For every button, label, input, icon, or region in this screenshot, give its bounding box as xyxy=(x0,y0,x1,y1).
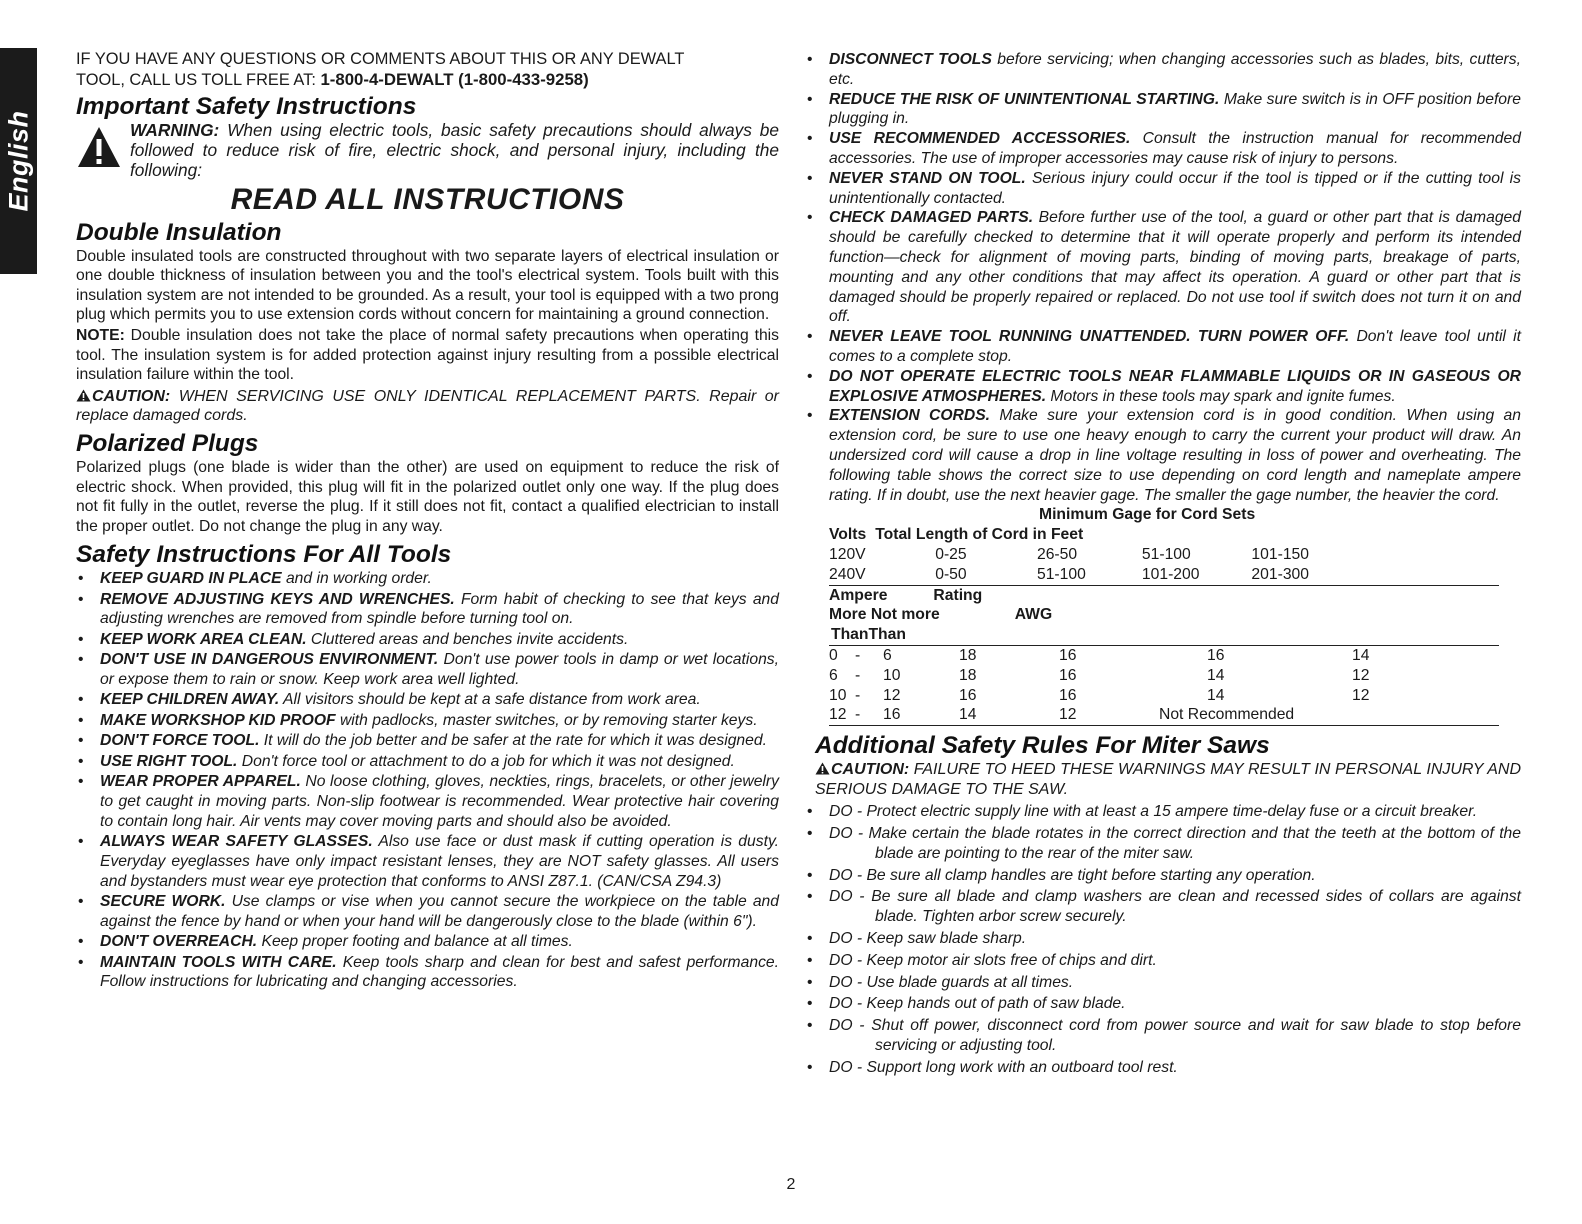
item-title: DO NOT OPERATE ELECTRIC TOOLS NEAR FLAMMABLE LIQUIDS OR IN GASEOUS OR EXPLOSIVE ATMOSPHERES. xyxy=(829,367,1521,405)
list-item xyxy=(76,892,779,932)
caution-text: FAILURE TO HEED THESE WARNINGS MAY RESULT IN PERSONAL INJURY AND SERIOUS DAMAGE TO THE SAW. xyxy=(815,761,1521,798)
right-column xyxy=(815,50,1521,1080)
list-item xyxy=(76,832,779,891)
item-text: Cluttered areas and benches invite accidents. xyxy=(306,630,629,648)
table-cell: 16 xyxy=(1059,646,1077,664)
list-item xyxy=(815,994,1521,1014)
caution-label: CAUTION: xyxy=(92,387,171,405)
heading-important-safety: Important Safety Instructions xyxy=(76,93,417,121)
item-title: WEAR PROPER APPAREL. xyxy=(100,773,301,791)
table-cell: 14 xyxy=(1207,666,1225,684)
item-text: All visitors should be kept at a safe distance from work area. xyxy=(279,691,701,709)
item-title: USE RECOMMENDED ACCESSORIES. xyxy=(829,130,1131,148)
note-paragraph xyxy=(76,326,779,385)
item-text: with padlocks, master switches, or by removing starter keys. xyxy=(335,711,758,729)
table-cell: 12 xyxy=(883,686,901,704)
table-cell: 6 xyxy=(883,646,892,664)
table-cell: 16 xyxy=(1207,646,1225,664)
warning-block xyxy=(76,121,779,180)
item-title: MAINTAIN TOOLS WITH CARE. xyxy=(100,953,337,971)
table-cell: - xyxy=(855,686,861,704)
item-text: • DO - Shut off power, disconnect cord from power source and wait for saw blade to stop before servicing or adjusting tool. xyxy=(829,1017,1521,1055)
page-number: 2 xyxy=(786,1176,796,1193)
item-text: Make sure your extension cord is in good condition. When using an extension cord, be sure to use one heavy enough to carry the current your product will draw. An undersized cord will cause a drop in line voltage resulting in loss of power and overheating. The following table shows the correct size to use depending on cord length and nameplate ampere rating. If in doubt, use the next heavier gage. The smaller the gage number, the heavier the cord. xyxy=(829,407,1521,504)
table-cell: 51-100 xyxy=(1036,565,1086,583)
list-item xyxy=(76,752,779,772)
item-text: It will do the job better and be safer at the rate for which it was designed. xyxy=(259,732,767,750)
table-cell: 0 xyxy=(829,646,838,664)
list-item xyxy=(76,630,779,650)
list-item xyxy=(76,650,779,690)
more-not-more-label: More Not more xyxy=(829,606,940,624)
table-cell: 18 xyxy=(959,646,977,664)
item-text: Consult the instruction manual for recommended accessories. The use of improper accessories may cause risk of injury to persons. xyxy=(829,130,1521,167)
table-cell: Not Recommended xyxy=(1159,706,1295,724)
table-cell: 16 xyxy=(1059,686,1077,704)
list-item xyxy=(815,50,1521,90)
list-item xyxy=(76,711,779,731)
table-cell: 12 xyxy=(1352,686,1370,704)
item-text: Keep tools sharp and clean for best and safest performance. Follow instructions for lubricating and changing accessories. xyxy=(100,953,779,991)
note-label: NOTE: xyxy=(76,326,125,344)
caution-paragraph xyxy=(76,387,779,426)
table-cell: 14 xyxy=(959,706,977,724)
list-item xyxy=(815,973,1521,993)
item-text: before servicing; when changing accessories such as blades, bits, cutters, etc. xyxy=(829,51,1521,88)
item-text: Also use face or dust mask if cutting operation is dusty. Everyday eyeglasses have only impact resistant lenses, they are NOT safety glasses. All users and bystanders must wear eye protection that conforms to ANSI Z87.1. (CAN/CSA Z94.3) xyxy=(100,833,779,890)
item-text: Serious injury could occur if the tool is tipped or if the cutting tool is unintentionally contacted. xyxy=(829,169,1521,207)
list-item xyxy=(815,1016,1521,1056)
awg-label: AWG xyxy=(1014,606,1053,624)
list-item xyxy=(815,866,1521,886)
item-title: NEVER STAND ON TOOL. xyxy=(829,169,1026,187)
miter-caution-paragraph xyxy=(815,760,1521,799)
general-rules-list xyxy=(815,50,1521,505)
intro-text xyxy=(76,50,779,90)
list-item xyxy=(76,569,779,589)
item-title: EXTENSION CORDS. xyxy=(829,407,991,425)
heading-polarized-plugs: Polarized Plugs xyxy=(76,429,259,457)
phone-number: 1-800-4-DEWALT (1-800-433-9258) xyxy=(320,69,589,89)
item-title: KEEP GUARD IN PLACE xyxy=(100,570,282,588)
ampere-header xyxy=(829,586,1499,645)
table-cell: 16 xyxy=(1059,666,1077,684)
item-title: ALWAYS WEAR SAFETY GLASSES. xyxy=(100,833,373,850)
table-cell: 26-50 xyxy=(1036,545,1078,563)
table-divider xyxy=(829,725,1499,726)
warning-triangle-icon xyxy=(76,125,122,169)
caution-text: WHEN SERVICING USE ONLY IDENTICAL REPLACEMENT PARTS. Repair or replace damaged cords. xyxy=(76,387,779,425)
intro-line-2: TOOL, CALL US TOLL FREE AT: xyxy=(76,70,321,89)
heading-additional-rules: Additional Safety Rules For Miter Saws xyxy=(815,732,1270,760)
language-tab-label: English xyxy=(3,110,33,212)
list-item xyxy=(815,951,1521,971)
list-item xyxy=(815,929,1521,949)
list-item xyxy=(76,953,779,993)
item-text: • DO - Keep hands out of path of saw blade. xyxy=(829,995,1126,1013)
warning-text: When using electric tools, basic safety precautions should always be followed to reduce risk of fire, electric shock, and personal injury, including the following: xyxy=(130,120,779,180)
list-item xyxy=(815,887,1521,927)
item-text: Motors in these tools may spark and ignite fumes. xyxy=(1046,387,1396,405)
caution-label: CAUTION: xyxy=(831,761,910,779)
table-row xyxy=(829,565,1309,585)
table-cell: 10 xyxy=(883,666,901,684)
item-title: SECURE WORK. xyxy=(100,892,226,910)
table-cell: 14 xyxy=(1207,686,1225,704)
item-text: Don't force tool or attachment to do a job for which it was not designed. xyxy=(237,752,735,770)
table-cell: 12 xyxy=(1059,706,1077,724)
list-item xyxy=(815,802,1521,822)
list-item xyxy=(815,129,1521,169)
list-item xyxy=(76,772,779,831)
list-item xyxy=(76,690,779,710)
list-item xyxy=(76,590,779,630)
caution-triangle-icon xyxy=(76,389,91,402)
item-text: • DO - Protect electric supply line with at least a 15 ampere time-delay fuse or a circuit breaker. xyxy=(829,803,1478,821)
list-item xyxy=(76,932,779,952)
read-all-instructions: READ ALL INSTRUCTIONS xyxy=(230,182,625,216)
list-item xyxy=(815,169,1521,209)
table-cell: - xyxy=(855,706,861,724)
double-insulation-text: Double insulated tools are constructed throughout with two separate layers of electrical insulation or one double thickness of insulation between you and the tool's electrical system. Tools built with this insulation system are not intended to be grounded. As a result, your tool is equipped with a two prong plug which permits you to use extension cords without concern for maintaining a ground connection. xyxy=(76,247,779,324)
item-title: KEEP CHILDREN AWAY. xyxy=(100,691,280,709)
length-label: Total Length of Cord in Feet xyxy=(875,526,1084,544)
table-cell: - xyxy=(855,646,861,664)
item-title: DISCONNECT TOOLS xyxy=(829,51,992,68)
table-cell: 0-50 xyxy=(935,565,967,583)
table-cell: 14 xyxy=(1352,646,1370,664)
ampere-label: Ampere xyxy=(829,586,888,604)
item-text: Don't use power tools in damp or wet locations, or expose them to rain or snow. Keep work area well lighted. xyxy=(100,651,780,689)
warning-label: WARNING: xyxy=(130,120,220,141)
item-title: KEEP WORK AREA CLEAN. xyxy=(100,630,307,648)
table-cell: 12 xyxy=(1352,666,1370,684)
table-row xyxy=(829,545,1309,565)
do-list xyxy=(815,802,1521,1077)
table-header-row xyxy=(829,525,1309,545)
item-text: and in working order. xyxy=(281,570,432,588)
item-text: • DO - Keep motor air slots free of chips and dirt. xyxy=(829,951,1157,969)
table-cell: 16 xyxy=(883,706,901,724)
item-title: USE RIGHT TOOL. xyxy=(100,752,238,770)
item-text: • DO - Use blade guards at all times. xyxy=(829,973,1074,991)
item-text: Don't leave tool until it comes to a complete stop. xyxy=(829,328,1522,365)
table-row xyxy=(829,686,1499,706)
note-text: Double insulation does not take the place of normal safety precautions when operating this tool. The insulation system is for added protection against injury resulting from a possible electrical insulation failure within the tool. xyxy=(76,326,779,384)
table-cell: 18 xyxy=(959,666,977,684)
item-title: REMOVE ADJUSTING KEYS AND WRENCHES. xyxy=(100,590,455,608)
heading-safety-all-tools: Safety Instructions For All Tools xyxy=(76,541,452,569)
volts-table xyxy=(829,525,1309,584)
item-title: MAKE WORKSHOP KID PROOF xyxy=(100,711,336,729)
item-text: Use clamps or vise when you cannot secure the workpiece on the table and against the fence by hand or when your hand will be dangerously close to the blade (within 6"). xyxy=(100,892,779,930)
item-text: Make sure switch is in OFF position before plugging in. xyxy=(829,90,1521,128)
list-item xyxy=(815,208,1521,327)
item-title: DON'T OVERREACH. xyxy=(100,933,258,951)
table-row xyxy=(829,705,1499,725)
list-item xyxy=(76,731,779,751)
item-text: Keep proper footing and balance at all times. xyxy=(257,933,573,951)
item-title: DON'T USE IN DANGEROUS ENVIRONMENT. xyxy=(100,651,439,669)
rating-label: Rating xyxy=(933,586,983,604)
table-cell: 101-150 xyxy=(1251,545,1309,563)
than-than-label: ThanThan xyxy=(831,626,906,644)
table-title: Minimum Gage for Cord Sets xyxy=(1039,506,1256,524)
list-item xyxy=(815,90,1521,130)
intro-line-1: IF YOU HAVE ANY QUESTIONS OR COMMENTS ABOUT THIS OR ANY DEWALT xyxy=(76,50,685,68)
table-cell: 240V xyxy=(829,565,866,583)
cord-gage-table xyxy=(829,505,1499,726)
table-cell: 6 xyxy=(829,666,838,684)
table-cell: - xyxy=(855,666,861,684)
list-item xyxy=(815,327,1521,367)
table-cell: 12 xyxy=(829,706,847,724)
table-cell: 10 xyxy=(829,686,847,704)
item-title: CHECK DAMAGED PARTS. xyxy=(829,209,1034,227)
all-tools-list xyxy=(76,569,779,992)
table-cell: 16 xyxy=(959,686,977,704)
ampere-table xyxy=(829,646,1499,725)
item-title: REDUCE THE RISK OF UNINTENTIONAL STARTING. xyxy=(829,90,1220,108)
list-item xyxy=(815,406,1521,505)
item-text: Form habit of checking to see that keys and adjusting wrenches are removed from spindle before turning tool on. xyxy=(100,590,779,628)
item-text: No loose clothing, gloves, neckties, rings, bracelets, or other jewelry to get caught in moving parts. Non-slip footwear is recommended. Wear protective hair covering to contain long hair. Air vents may cover moving parts and should also be avoided. xyxy=(100,773,779,830)
item-text: • DO - Be sure all blade and clamp washers are clean and recessed sides of collars are against blade. Tighten arbor screw securely. xyxy=(829,888,1521,926)
table-cell: 201-300 xyxy=(1251,565,1309,583)
caution-triangle-icon xyxy=(815,762,830,775)
item-text: Before further use of the tool, a guard or other part that is damaged should be carefully checked to determine that it will operate properly and perform its intended function—check for alignment of moving parts, binding of moving parts, breakage of parts, mounting and any other conditions that may affect its operation. A guard or other part that is damaged should be properly repaired or replaced. Do not use tool if switch does not turn it on and off. xyxy=(829,209,1521,326)
item-title: NEVER LEAVE TOOL RUNNING UNATTENDED. TURN POWER OFF. xyxy=(829,328,1350,346)
polarized-plugs-text: Polarized plugs (one blade is wider than the other) are used on equipment to reduce the risk of electric shock. When provided, this plug will fit in the polarized outlet only one way. If the plug does not fit fully in the outlet, reverse the plug. If it still does not fit, contact a qualified electrician to install the proper outlet. Do not change the plug in any way. xyxy=(76,458,779,535)
item-text: • DO - Be sure all clamp handles are tight before starting any operation. xyxy=(829,866,1316,884)
item-text: • DO - Make certain the blade rotates in the correct direction and that the teeth at the bottom of the blade are pointing to the rear of the miter saw. xyxy=(829,825,1521,862)
list-item xyxy=(815,1058,1521,1078)
table-cell: 0-25 xyxy=(935,545,967,563)
language-side-tab xyxy=(0,48,37,274)
list-item xyxy=(815,367,1521,407)
table-row xyxy=(829,646,1499,666)
table-cell: 51-100 xyxy=(1141,545,1191,563)
volts-label: Volts xyxy=(829,526,867,544)
item-text: • DO - Keep saw blade sharp. xyxy=(829,930,1027,948)
table-row xyxy=(829,666,1499,686)
table-cell: 101-200 xyxy=(1141,565,1200,583)
table-cell: 120V xyxy=(829,545,866,563)
list-item xyxy=(815,824,1521,864)
left-column xyxy=(76,50,779,993)
item-text: • DO - Support long work with an outboard tool rest. xyxy=(829,1058,1178,1076)
heading-double-insulation: Double Insulation xyxy=(76,218,282,246)
item-title: DON'T FORCE TOOL. xyxy=(100,732,260,750)
